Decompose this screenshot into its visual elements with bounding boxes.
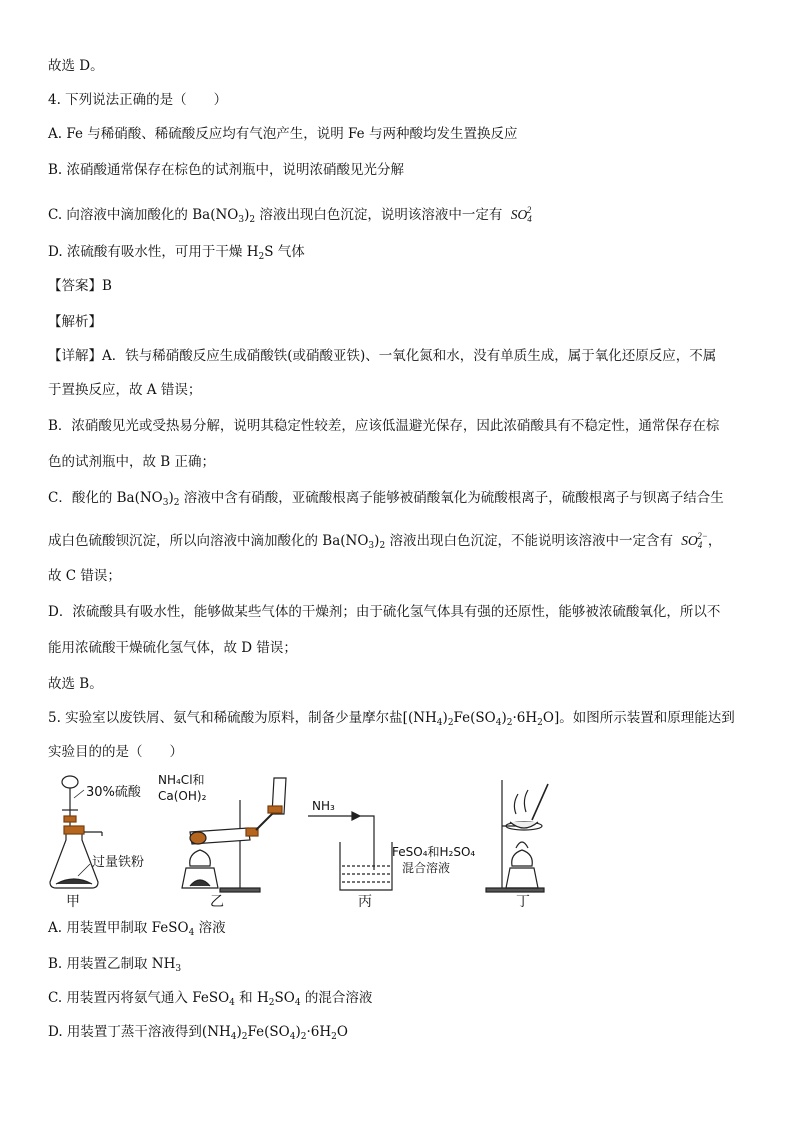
q4-c-text-1: C. 向溶液中滴加酸化的 Ba(NO [48, 207, 239, 223]
sub-2: 2 [506, 718, 513, 728]
detail-c1-text-1: C．酸化的 Ba(NO [48, 490, 163, 506]
detail-c2-text-2: 溶液出现白色沉淀，不能说明该溶液中一定含有 [385, 533, 673, 549]
apparatus-bing [308, 812, 392, 890]
sub-4: 4 [436, 718, 443, 728]
detail-b-line-2: 色的试剂瓶中，故 B 正确； [48, 454, 216, 470]
sub-2: 2 [268, 998, 275, 1008]
q5-text-4: O]。如图所示装置和原理能达到 [542, 710, 735, 726]
answer-label: 【答案】B [48, 278, 112, 294]
q5-c-text-2: 和 H [234, 990, 269, 1006]
sub-4: 4 [188, 928, 195, 938]
line-choose-b: 故选 B。 [48, 676, 103, 692]
sub-4: 4 [495, 718, 502, 728]
detail-a-line-2: 于置换反应，故 A 错误； [48, 382, 202, 398]
apparatus-ding [486, 780, 548, 892]
q4-option-c [48, 200, 531, 230]
q4-option-b: B. 浓硝酸通常保存在棕色的试剂瓶中，说明浓硝酸见光分解 [48, 162, 405, 178]
comma: ， [707, 533, 722, 549]
analysis-label: 【解析】 [48, 314, 102, 330]
q5-text-1: 5. 实验室以废铁屑、氨气和稀硫酸为原料，制备少量摩尔盐[(NH [48, 710, 437, 726]
label-bing: 丙 [358, 894, 372, 910]
label-nh4cl: NH₄Cl和 [158, 773, 205, 787]
sub-4: 4 [230, 1032, 237, 1042]
detail-c2-text-1: 成白色硫酸钡沉淀，所以向溶液中滴加酸化的 Ba(NO [48, 533, 369, 549]
sulfate-ion [511, 200, 532, 229]
sub-2: 2 [331, 1032, 337, 1042]
ion-so: SO [681, 533, 698, 548]
sub-2: 2 [241, 1032, 248, 1042]
q4-d-text-1: D. 浓硫酸有吸水性，可用于干燥 H [48, 244, 259, 260]
q5-d-text-4: O [336, 1024, 348, 1040]
sub-2: 2 [300, 1032, 307, 1042]
paren: ) [374, 533, 380, 549]
label-caoh: Ca(OH)₂ [158, 789, 207, 803]
q5-stem-line-2: 实验目的的是（ ） [48, 744, 183, 760]
ion-sup: 2− [697, 531, 708, 541]
q5-c-text-1: C. 用装置丙将氨气通入 FeSO [48, 990, 230, 1006]
q5-text-3: ·6H [512, 710, 538, 726]
q5-c-text-4: 的混合溶液 [300, 990, 373, 1006]
label-ding: 丁 [516, 894, 530, 910]
sub-4: 4 [289, 1032, 296, 1042]
paren: ) [168, 490, 174, 506]
detail-b-line-1: B．浓硝酸见光或受热易分解，说明其稳定性较差，应该低温避光保存，因此浓硝酸具有不稳定性，通常保存在棕 [48, 418, 720, 434]
q4-stem: 4. 下列说法正确的是（ ） [48, 92, 228, 108]
sub-3: 3 [162, 498, 169, 508]
q5-option-b [48, 954, 181, 979]
apparatus-figure [40, 770, 560, 910]
q4-option-a: A. Fe 与稀硝酸、稀硫酸反应均有气泡产生，说明 Fe 与两种酸均发生置换反应 [48, 126, 518, 142]
ion-sub: 4 [697, 540, 703, 550]
label-nh3: NH₃ [312, 799, 335, 813]
label-mix-2: 混合溶液 [402, 861, 451, 875]
q5-stem-line-1 [48, 708, 735, 733]
label-iron: 过量铁粉 [92, 855, 145, 870]
detail-a-line-1: 【详解】A．铁与稀硝酸反应生成硝酸铁(或硝酸亚铁)、一氧化氮和水，没有单质生成，属于氧化还原反应，不属 [48, 348, 717, 364]
label-yi: 乙 [210, 894, 224, 910]
line-choose-d: 故选 D。 [48, 58, 104, 74]
ion-sub: 4 [527, 214, 532, 224]
q5-option-d [48, 1022, 348, 1047]
sub-2: 2 [379, 541, 386, 551]
q5-c-text-3: SO [274, 990, 295, 1006]
q4-c-paren: ) [244, 207, 250, 223]
q5-option-c [48, 988, 372, 1013]
paren: ) [442, 710, 448, 726]
detail-d-line-2: 能用浓硫酸干燥硫化氢气体，故 D 错误； [48, 640, 297, 656]
q5-text-2: Fe(SO [453, 710, 496, 726]
detail-c-line-1 [48, 488, 724, 513]
sub-2: 2 [258, 252, 265, 262]
q5-b-text-1: B. 用装置乙制取 NH [48, 956, 176, 972]
sub-2: 2 [173, 498, 180, 508]
sub-3: 3 [238, 215, 245, 225]
sub-3: 3 [368, 541, 375, 551]
q5-d-text-1: D. 用装置丁蒸干溶液得到(NH [48, 1024, 231, 1040]
paren: ) [501, 710, 507, 726]
q5-a-text-1: A. 用装置甲制取 FeSO [48, 920, 189, 936]
q5-d-text-3: ·6H [306, 1024, 332, 1040]
sulfate-ion [681, 526, 708, 555]
paren: ) [236, 1024, 242, 1040]
ion-so: SO [510, 207, 528, 222]
q4-option-d [48, 242, 305, 267]
q4-c-text-2: 溶液出现白色沉淀，说明该溶液中一定有 [255, 207, 503, 223]
ion-sup: 2 [526, 205, 532, 215]
label-mix-1: FeSO₄和H₂SO₄ [392, 845, 476, 859]
q4-d-text-2: S 气体 [264, 244, 305, 260]
label-jia: 甲 [66, 894, 80, 910]
detail-c-line-3: 故 C 错误； [48, 568, 121, 584]
label-acid: 30%硫酸 [86, 785, 141, 800]
detail-d-line-1: D．浓硫酸具有吸水性，能够做某些气体的干燥剂；由于硫化氢气体具有强的还原性，能够被浓硫酸氧化，所以不 [48, 604, 721, 620]
detail-c1-text-2: 溶液中含有硝酸，亚硫酸根离子能够被硝酸氧化为硫酸根离子，硫酸根离子与钡离子结合生 [179, 490, 724, 506]
sub-4: 4 [229, 998, 235, 1008]
detail-c-line-2 [48, 526, 721, 556]
sub-2: 2 [249, 215, 256, 225]
sub-4: 4 [294, 998, 301, 1008]
sub-3: 3 [175, 964, 182, 974]
q5-a-text-2: 溶液 [194, 920, 226, 936]
q5-d-text-2: Fe(SO [247, 1024, 290, 1040]
sub-2: 2 [447, 718, 454, 728]
q5-option-a [48, 918, 226, 943]
paren: ) [295, 1024, 301, 1040]
sub-2: 2 [537, 718, 543, 728]
